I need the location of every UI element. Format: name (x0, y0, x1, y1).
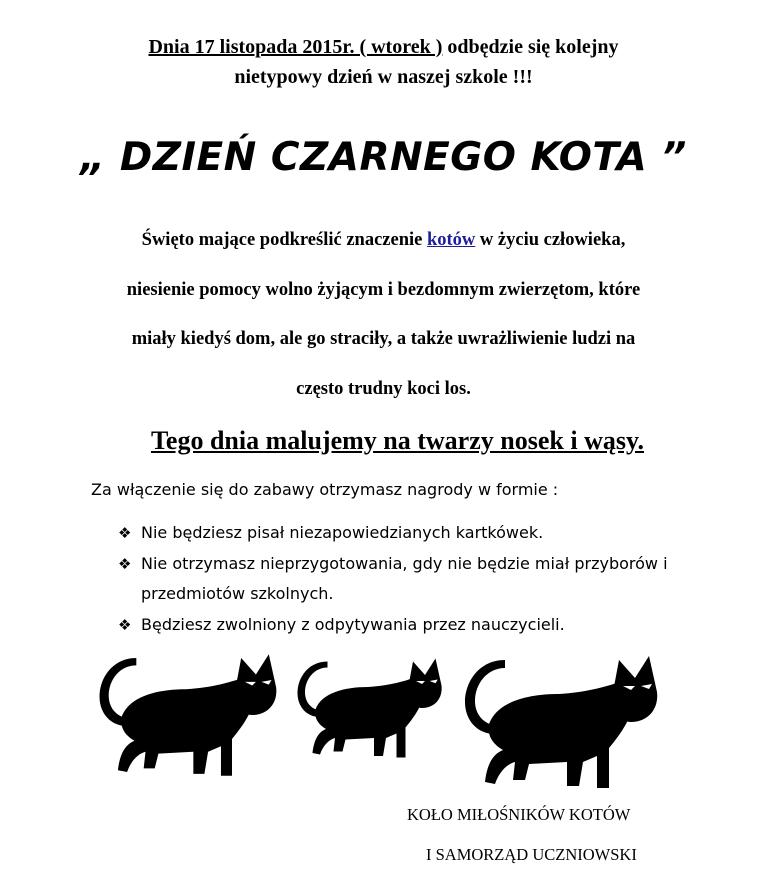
description-text: w życiu człowieka, (475, 230, 626, 250)
description-text: Święto mające podkreślić znaczenie (141, 230, 427, 250)
cat-illustrations (0, 650, 767, 795)
event-date: Dnia 17 listopada 2015r. ( wtorek ) (148, 36, 443, 58)
diamond-bullet-icon: ❖ (118, 554, 132, 573)
face-paint-announcement: Tego dnia malujemy na twarzy nosek i wąsy. (150, 426, 645, 455)
reward-text: Nie będziesz pisał niezapowiedzianych kartkówek. (141, 523, 544, 542)
intro-line-1-rest: odbędzie się kolejny (442, 36, 619, 58)
description-line-2: niesienie pomocy wolno żyjącym i bezdomnym zwierzętom, które (126, 279, 641, 300)
intro-announcement (0, 32, 767, 92)
black-cat-silhouette-icon (94, 650, 278, 780)
list-item (118, 549, 728, 610)
organizer-student-council: I SAMORZĄD UCZNIOWSKI (426, 845, 637, 864)
diamond-bullet-icon: ❖ (118, 524, 132, 542)
black-cat-silhouette-icon (293, 652, 443, 764)
list-item (118, 610, 728, 641)
list-item (118, 518, 728, 549)
cats-link[interactable]: kotów (426, 230, 476, 250)
organizer-club: KOŁO MIŁOŚNIKÓW KOTÓW (407, 805, 631, 824)
reward-intro: Za włączenie się do zabawy otrzymasz nagrody w formie : (91, 480, 559, 499)
reward-list (118, 518, 728, 640)
description-line-4: często trudny koci los. (296, 378, 471, 399)
intro-line-2: nietypowy dzień w naszej szkole !!! (234, 66, 533, 88)
description-line-3: miały kiedyś dom, ale go straciły, a także uwrażliwienie ludzi na (131, 329, 636, 349)
intro-line-1 (0, 32, 767, 62)
black-cat-silhouette-icon (458, 652, 660, 792)
reward-text: Nie otrzymasz nieprzygotowania, gdy nie będzie miał przyborów i przedmiotów szkolnych. (141, 553, 668, 603)
event-description (0, 222, 767, 420)
event-title: „ DZIEŃ CZARNEGO KOTA ” (80, 135, 687, 180)
description-line-1 (0, 222, 767, 272)
diamond-bullet-icon: ❖ (118, 615, 132, 634)
reward-text: Będziesz zwolniony z odpytywania przez nauczycieli. (141, 614, 565, 634)
